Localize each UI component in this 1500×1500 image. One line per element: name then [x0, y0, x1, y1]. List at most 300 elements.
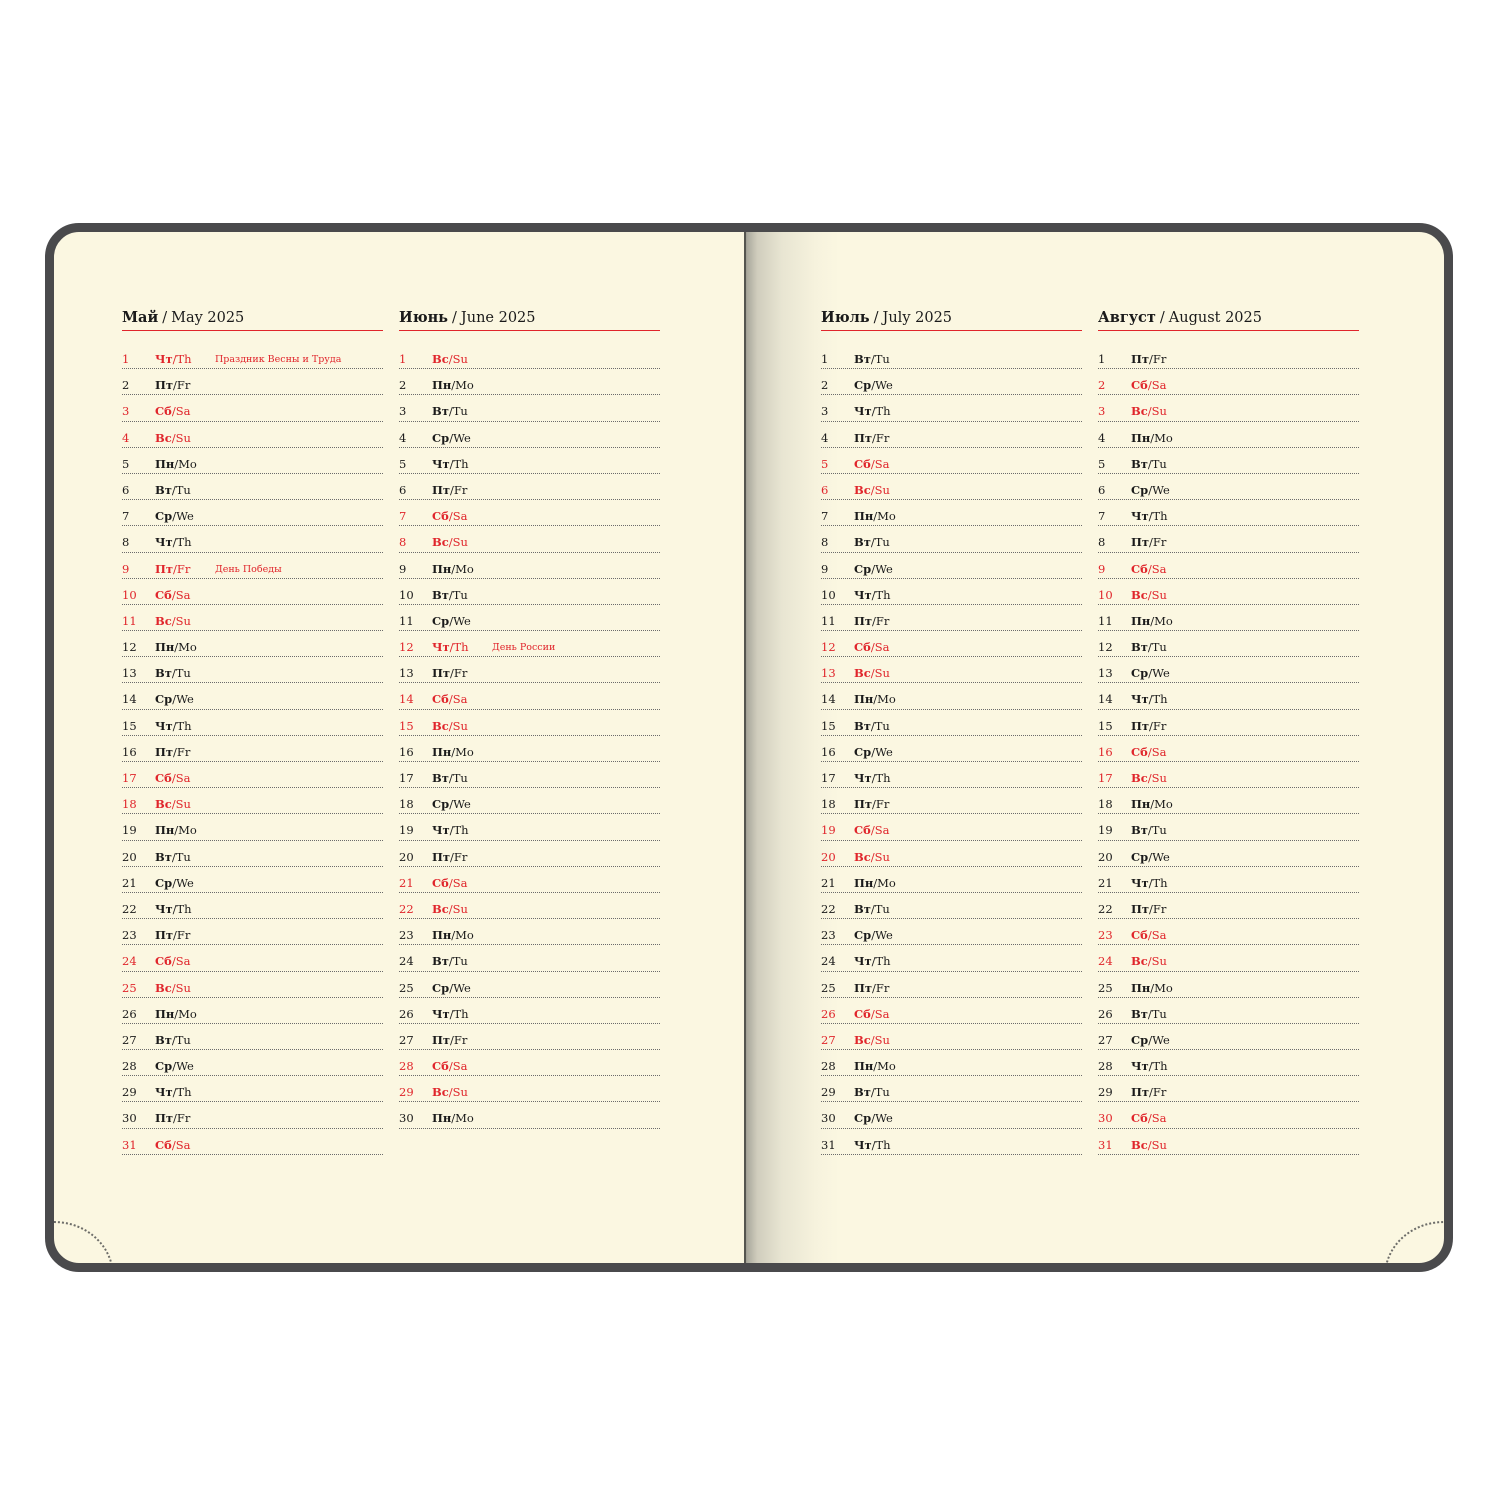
day-row — [122, 788, 383, 814]
day-row — [399, 422, 660, 448]
weekday-label: Сб/Sa — [432, 875, 468, 890]
weekday-label: Сб/Sa — [155, 587, 191, 602]
day-row — [1098, 474, 1359, 500]
weekday-label: Вс/Su — [432, 352, 468, 366]
corner-pocket-left — [45, 1221, 114, 1272]
day-number: 3 — [1098, 404, 1106, 419]
day-row — [1098, 788, 1359, 814]
day-row — [1098, 343, 1359, 369]
day-number: 19 — [1098, 823, 1113, 838]
day-row — [1098, 605, 1359, 631]
day-number: 29 — [399, 1085, 414, 1100]
weekday-label: Ср/We — [1131, 666, 1170, 681]
weekday-label: Сб/Sa — [854, 1006, 890, 1021]
day-row — [821, 1129, 1082, 1155]
day-number: 13 — [122, 666, 137, 681]
weekday-label: Ср/We — [854, 744, 893, 759]
day-row — [1098, 395, 1359, 421]
weekday-label: Вт/Tu — [854, 718, 890, 733]
day-number: 12 — [821, 640, 836, 655]
day-row — [122, 526, 383, 552]
weekday-label: Чт/Th — [432, 823, 469, 838]
weekday-label: Пт/Fr — [155, 1111, 191, 1126]
weekday-label: Чт/Th — [155, 352, 192, 366]
weekday-label: Чт/Th — [854, 954, 891, 969]
weekday-label: Пн/Mo — [1131, 797, 1173, 812]
weekday-label: Сб/Sa — [155, 771, 191, 785]
weekday-label: Пн/Mo — [854, 692, 896, 707]
weekday-label: Пн/Mo — [1131, 430, 1173, 445]
day-row — [1098, 1024, 1359, 1050]
day-number: 31 — [122, 1137, 137, 1152]
day-row — [1098, 657, 1359, 683]
day-row — [821, 553, 1082, 579]
weekday-label: Сб/Sa — [1131, 928, 1167, 943]
weekday-label: Чт/Th — [854, 771, 891, 785]
day-row — [821, 919, 1082, 945]
day-number: 9 — [122, 561, 130, 576]
day-row — [821, 893, 1082, 919]
weekday-label: Пт/Fr — [1131, 535, 1167, 550]
day-number: 16 — [821, 744, 836, 759]
day-number: 29 — [821, 1085, 836, 1100]
day-row — [122, 710, 383, 736]
month-title: Май / May 2025 — [122, 307, 383, 331]
day-row — [821, 945, 1082, 971]
weekday-label: Пт/Fr — [432, 482, 468, 497]
day-row — [122, 343, 383, 369]
day-number: 12 — [399, 640, 414, 655]
day-row — [122, 369, 383, 395]
day-row — [1098, 998, 1359, 1024]
day-row — [1098, 841, 1359, 867]
day-number: 28 — [821, 1059, 836, 1074]
day-list — [122, 343, 383, 1155]
day-number: 28 — [1098, 1059, 1113, 1074]
day-row — [122, 893, 383, 919]
weekday-label: Сб/Sa — [432, 1059, 468, 1074]
day-row — [122, 1102, 383, 1128]
day-row — [1098, 814, 1359, 840]
day-row — [399, 762, 660, 788]
weekday-label: Чт/Th — [854, 1137, 891, 1152]
day-row — [122, 474, 383, 500]
weekday-label: Вт/Tu — [432, 954, 468, 969]
day-row — [122, 841, 383, 867]
weekday-label: Ср/We — [155, 509, 194, 524]
day-row — [821, 1102, 1082, 1128]
day-row — [399, 448, 660, 474]
weekday-label: Пт/Fr — [1131, 901, 1167, 916]
weekday-label: Сб/Sa — [155, 954, 191, 969]
day-number: 7 — [399, 509, 407, 524]
weekday-label: Вт/Tu — [1131, 1006, 1167, 1021]
day-number: 3 — [122, 404, 130, 419]
day-number: 18 — [821, 797, 836, 812]
weekday-label: Ср/We — [155, 692, 194, 707]
day-row — [821, 1050, 1082, 1076]
day-row — [122, 1129, 383, 1155]
day-number: 11 — [1098, 613, 1113, 628]
day-row — [122, 683, 383, 709]
day-number: 31 — [821, 1137, 836, 1152]
weekday-label: Ср/We — [432, 430, 471, 445]
day-number: 19 — [821, 823, 836, 838]
day-number: 2 — [122, 378, 130, 393]
weekday-label: Пн/Mo — [854, 1059, 896, 1074]
month-column-june — [399, 307, 660, 1129]
day-number: 17 — [821, 771, 836, 785]
day-row — [821, 395, 1082, 421]
day-number: 13 — [821, 666, 836, 681]
weekday-label: Сб/Sa — [1131, 378, 1167, 393]
day-row — [399, 1050, 660, 1076]
day-number: 21 — [399, 875, 414, 890]
day-number: 10 — [1098, 587, 1113, 602]
day-number: 1 — [399, 352, 407, 366]
day-row — [1098, 500, 1359, 526]
weekday-label: Вс/Su — [155, 797, 191, 812]
day-row — [399, 395, 660, 421]
day-number: 9 — [1098, 561, 1106, 576]
day-number: 4 — [821, 430, 829, 445]
weekday-label: Вт/Tu — [155, 1032, 191, 1047]
weekday-label: Вс/Su — [432, 535, 468, 550]
day-row — [1098, 1129, 1359, 1155]
weekday-label: Вт/Tu — [155, 482, 191, 497]
day-row — [821, 762, 1082, 788]
day-row — [122, 1024, 383, 1050]
weekday-label: Пн/Mo — [155, 823, 197, 838]
day-row — [1098, 893, 1359, 919]
weekday-label: Ср/We — [432, 613, 471, 628]
day-row — [1098, 919, 1359, 945]
day-row — [399, 1102, 660, 1128]
day-number: 26 — [821, 1006, 836, 1021]
day-row — [399, 1024, 660, 1050]
day-number: 16 — [122, 744, 137, 759]
day-row — [821, 1024, 1082, 1050]
day-number: 25 — [122, 980, 137, 995]
day-number: 8 — [399, 535, 407, 550]
weekday-label: Ср/We — [854, 928, 893, 943]
weekday-label: Пн/Mo — [854, 875, 896, 890]
weekday-label: Ср/We — [854, 561, 893, 576]
day-number: 23 — [821, 928, 836, 943]
day-row — [821, 736, 1082, 762]
day-number: 21 — [122, 875, 137, 890]
weekday-label: Вт/Tu — [432, 404, 468, 419]
day-number: 30 — [399, 1111, 414, 1126]
weekday-label: Сб/Sa — [854, 456, 890, 471]
day-number: 7 — [1098, 509, 1106, 524]
day-list — [399, 343, 660, 1129]
day-row — [399, 710, 660, 736]
holiday-label: День Победы — [215, 563, 282, 575]
weekday-label: Вс/Su — [854, 849, 890, 864]
day-number: 23 — [1098, 928, 1113, 943]
month-column-july — [821, 307, 1082, 1155]
weekday-label: Пн/Mo — [155, 456, 197, 471]
weekday-label: Пн/Mo — [432, 378, 474, 393]
day-number: 15 — [821, 718, 836, 733]
weekday-label: Сб/Sa — [1131, 744, 1167, 759]
day-row — [399, 736, 660, 762]
day-number: 1 — [821, 352, 829, 366]
day-number: 3 — [399, 404, 407, 419]
day-row — [122, 657, 383, 683]
day-number: 30 — [821, 1111, 836, 1126]
day-number: 4 — [122, 430, 130, 445]
weekday-label: Пт/Fr — [432, 849, 468, 864]
day-list — [821, 343, 1082, 1155]
day-number: 17 — [399, 771, 414, 785]
weekday-label: Чт/Th — [1131, 509, 1168, 524]
day-row — [399, 841, 660, 867]
day-number: 28 — [399, 1059, 414, 1074]
day-row — [821, 605, 1082, 631]
day-row — [122, 972, 383, 998]
weekday-label: Пт/Fr — [854, 797, 890, 812]
day-row — [399, 500, 660, 526]
day-row — [399, 553, 660, 579]
weekday-label: Ср/We — [1131, 849, 1170, 864]
day-number: 18 — [1098, 797, 1113, 812]
day-row — [821, 526, 1082, 552]
day-number: 9 — [821, 561, 829, 576]
day-row — [399, 631, 660, 657]
day-row — [821, 422, 1082, 448]
weekday-label: Вт/Tu — [432, 771, 468, 785]
day-row — [1098, 1050, 1359, 1076]
day-row — [821, 631, 1082, 657]
weekday-label: Вс/Su — [155, 430, 191, 445]
day-number: 19 — [399, 823, 414, 838]
day-number: 8 — [821, 535, 829, 550]
day-number: 27 — [399, 1032, 414, 1047]
day-number: 5 — [122, 456, 130, 471]
day-number: 28 — [122, 1059, 137, 1074]
day-row — [1098, 369, 1359, 395]
day-number: 27 — [1098, 1032, 1113, 1047]
day-row — [821, 867, 1082, 893]
day-row — [122, 814, 383, 840]
weekday-label: Чт/Th — [155, 1085, 192, 1100]
day-row — [1098, 972, 1359, 998]
day-row — [821, 841, 1082, 867]
day-number: 5 — [821, 456, 829, 471]
day-row — [821, 500, 1082, 526]
weekday-label: Ср/We — [155, 1059, 194, 1074]
day-number: 16 — [399, 744, 414, 759]
weekday-label: Вс/Su — [854, 666, 890, 681]
day-number: 8 — [1098, 535, 1106, 550]
weekday-label: Чт/Th — [854, 404, 891, 419]
weekday-label: Вс/Su — [432, 1085, 468, 1100]
day-row — [1098, 422, 1359, 448]
weekday-label: Чт/Th — [155, 901, 192, 916]
weekday-label: Пт/Fr — [432, 666, 468, 681]
day-row — [399, 474, 660, 500]
weekday-label: Вт/Tu — [1131, 640, 1167, 655]
weekday-label: Чт/Th — [432, 456, 469, 471]
month-title: Июнь / June 2025 — [399, 307, 660, 331]
day-row — [1098, 710, 1359, 736]
weekday-label: Пн/Mo — [1131, 980, 1173, 995]
weekday-label: Чт/Th — [1131, 692, 1168, 707]
weekday-label: Вт/Tu — [155, 666, 191, 681]
day-row — [399, 343, 660, 369]
weekday-label: Пт/Fr — [155, 561, 191, 576]
weekday-label: Вт/Tu — [854, 1085, 890, 1100]
day-row — [399, 788, 660, 814]
day-number: 13 — [399, 666, 414, 681]
day-number: 9 — [399, 561, 407, 576]
weekday-label: Вс/Su — [854, 482, 890, 497]
weekday-label: Вт/Tu — [1131, 456, 1167, 471]
weekday-label: Чт/Th — [1131, 875, 1168, 890]
day-number: 23 — [399, 928, 414, 943]
day-row — [122, 631, 383, 657]
day-number: 14 — [1098, 692, 1113, 707]
day-number: 6 — [122, 482, 130, 497]
day-row — [821, 683, 1082, 709]
day-row — [1098, 448, 1359, 474]
weekday-label: Сб/Sa — [1131, 1111, 1167, 1126]
weekday-label: Сб/Sa — [155, 1137, 191, 1152]
weekday-label: Вс/Su — [155, 980, 191, 995]
day-number: 2 — [821, 378, 829, 393]
day-row — [122, 579, 383, 605]
weekday-label: Пт/Fr — [155, 744, 191, 759]
day-row — [122, 1050, 383, 1076]
day-number: 4 — [1098, 430, 1106, 445]
day-row — [399, 683, 660, 709]
day-number: 15 — [1098, 718, 1113, 733]
weekday-label: Сб/Sa — [432, 509, 468, 524]
day-row — [122, 762, 383, 788]
weekday-label: Пн/Mo — [432, 1111, 474, 1126]
weekday-label: Вс/Su — [432, 901, 468, 916]
weekday-label: Пт/Fr — [155, 378, 191, 393]
day-number: 3 — [821, 404, 829, 419]
day-number: 7 — [821, 509, 829, 524]
day-number: 6 — [1098, 482, 1106, 497]
weekday-label: Пт/Fr — [155, 928, 191, 943]
weekday-label: Сб/Sa — [1131, 561, 1167, 576]
holiday-label: Праздник Весны и Труда — [215, 354, 342, 365]
weekday-label: Пн/Mo — [854, 509, 896, 524]
day-row — [821, 657, 1082, 683]
day-row — [821, 814, 1082, 840]
day-number: 12 — [122, 640, 137, 655]
day-number: 11 — [821, 613, 836, 628]
day-row — [1098, 553, 1359, 579]
day-row — [122, 605, 383, 631]
day-number: 14 — [821, 692, 836, 707]
weekday-label: Вт/Tu — [432, 587, 468, 602]
weekday-label: Вт/Tu — [854, 535, 890, 550]
month-title: Август / August 2025 — [1098, 307, 1359, 331]
day-row — [399, 919, 660, 945]
day-number: 22 — [1098, 901, 1113, 916]
weekday-label: Вс/Su — [1131, 404, 1167, 419]
day-number: 19 — [122, 823, 137, 838]
day-number: 21 — [1098, 875, 1113, 890]
day-number: 16 — [1098, 744, 1113, 759]
day-number: 4 — [399, 430, 407, 445]
day-row — [399, 972, 660, 998]
day-number: 2 — [1098, 378, 1106, 393]
day-number: 11 — [122, 613, 137, 628]
weekday-label: Пн/Mo — [155, 1006, 197, 1021]
day-row — [1098, 526, 1359, 552]
day-row — [821, 474, 1082, 500]
day-number: 24 — [1098, 954, 1113, 969]
day-row — [821, 448, 1082, 474]
weekday-label: Пн/Mo — [432, 561, 474, 576]
day-row — [399, 893, 660, 919]
day-row — [399, 657, 660, 683]
day-row — [1098, 1102, 1359, 1128]
day-number: 12 — [1098, 640, 1113, 655]
weekday-label: Пт/Fr — [1131, 1085, 1167, 1100]
weekday-label: Пт/Fr — [854, 613, 890, 628]
day-number: 26 — [399, 1006, 414, 1021]
day-row — [122, 736, 383, 762]
weekday-label: Чт/Th — [432, 640, 469, 655]
weekday-label: Ср/We — [432, 980, 471, 995]
day-number: 18 — [122, 797, 137, 812]
day-row — [122, 422, 383, 448]
weekday-label: Пт/Fr — [1131, 718, 1167, 733]
day-row — [821, 972, 1082, 998]
weekday-label: Пн/Mo — [155, 640, 197, 655]
day-number: 27 — [821, 1032, 836, 1047]
day-number: 24 — [122, 954, 137, 969]
day-number: 17 — [1098, 771, 1113, 785]
day-number: 30 — [122, 1111, 137, 1126]
weekday-label: Ср/We — [854, 1111, 893, 1126]
weekday-label: Вс/Su — [1131, 954, 1167, 969]
weekday-label: Пн/Mo — [1131, 613, 1173, 628]
day-row — [122, 1076, 383, 1102]
weekday-label: Ср/We — [432, 797, 471, 812]
day-number: 26 — [122, 1006, 137, 1021]
day-number: 29 — [1098, 1085, 1113, 1100]
day-row — [821, 343, 1082, 369]
day-number: 15 — [399, 718, 414, 733]
day-row — [122, 395, 383, 421]
day-row — [1098, 945, 1359, 971]
weekday-label: Вт/Tu — [854, 352, 890, 366]
weekday-label: Вс/Su — [854, 1032, 890, 1047]
day-number: 22 — [399, 901, 414, 916]
weekday-label: Чт/Th — [1131, 1059, 1168, 1074]
weekday-label: Сб/Sa — [854, 640, 890, 655]
day-number: 5 — [399, 456, 407, 471]
day-number: 8 — [122, 535, 130, 550]
day-row — [122, 867, 383, 893]
day-number: 1 — [1098, 352, 1106, 366]
weekday-label: Вт/Tu — [854, 901, 890, 916]
day-number: 22 — [122, 901, 137, 916]
weekday-label: Ср/We — [155, 875, 194, 890]
day-row — [122, 945, 383, 971]
day-row — [399, 998, 660, 1024]
day-number: 14 — [122, 692, 137, 707]
weekday-label: Вт/Tu — [1131, 823, 1167, 838]
